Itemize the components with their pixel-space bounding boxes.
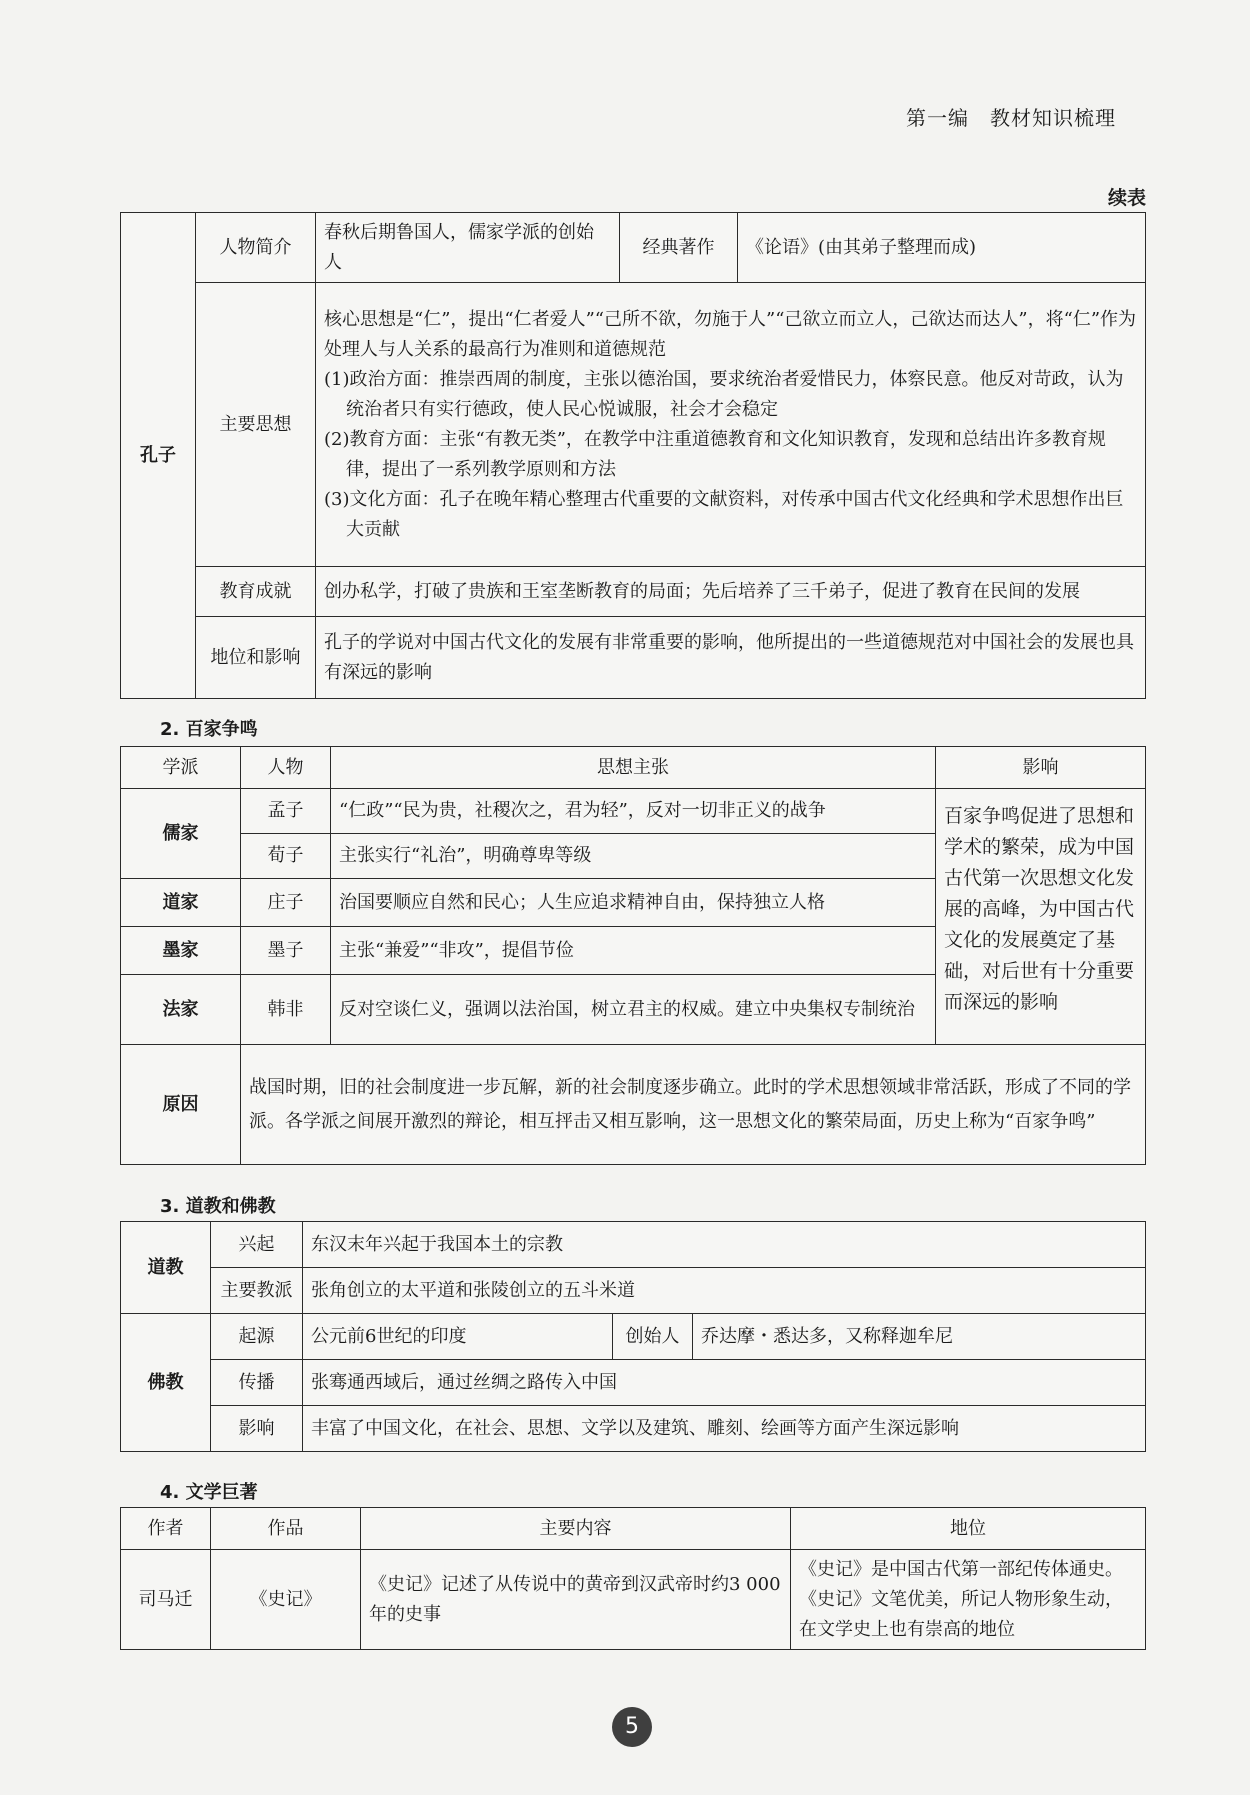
buddhism-cell: 佛教 (121, 1314, 211, 1452)
header-status: 地位 (791, 1508, 1146, 1550)
page-number: 5 (612, 1707, 652, 1747)
person-mencius: 孟子 (241, 789, 331, 834)
idea-mencius: “仁政”“民为贵，社稷次之，君为轻”，反对一切非正义的战争 (331, 789, 936, 834)
tao-sects: 张角创立的太平道和张陵创立的五斗米道 (303, 1268, 1146, 1314)
bud-impact-label: 影响 (211, 1406, 303, 1452)
status-label: 地位和影响 (196, 617, 316, 699)
reason-text: 战国时期，旧的社会制度进一步瓦解，新的社会制度逐步确立。此时的学术思想领域非常活跃，形成了不同的学派。各学派之间展开激烈的辩论，相互抨击又相互影响，这一思想文化的繁荣局面，历史上称为“百家争鸣” (241, 1045, 1146, 1165)
school-mohist: 墨家 (121, 927, 241, 975)
school-legalist: 法家 (121, 975, 241, 1045)
tao-sects-label: 主要教派 (211, 1268, 303, 1314)
header-influence: 影响 (936, 747, 1146, 789)
tao-rise-label: 兴起 (211, 1222, 303, 1268)
reason-label: 原因 (121, 1045, 241, 1165)
person-zhuangzi: 庄子 (241, 879, 331, 927)
section-title-hundred-schools: 2. 百家争鸣 (160, 719, 258, 740)
page-header: 第一编 教材知识梳理 (906, 106, 1116, 130)
taoism-cell: 道教 (121, 1222, 211, 1314)
thought-education: (2)教育方面：主张“有教无类”，在教学中注重道德教育和文化知识教育，发现和总结出许多教育规律，提出了一系列教学原则和方法 (324, 428, 1106, 480)
bud-spread-label: 传播 (211, 1360, 303, 1406)
thought-core: 核心思想是“仁”，提出“仁者爱人”“己所不欲，勿施于人”“己欲立而立人，己欲达而达人”，将“仁”作为处理人与人关系的最高行为准则和道德规范 (324, 308, 1137, 360)
bud-founder-label: 创始人 (613, 1314, 693, 1360)
idea-hanfei: 反对空谈仁义，强调以法治国，树立君主的权威。建立中央集权专制统治 (331, 975, 936, 1045)
idea-zhuangzi: 治国要顺应自然和民心；人生应追求精神自由，保持独立人格 (331, 879, 936, 927)
status-text: 孔子的学说对中国古代文化的发展有非常重要的影响，他所提出的一些道德规范对中国社会的发展也具有深远的影响 (316, 617, 1146, 699)
bud-origin: 公元前6世纪的印度 (303, 1314, 613, 1360)
header-school: 学派 (121, 747, 241, 789)
section-title-literature: 4. 文学巨著 (160, 1482, 258, 1503)
edu-label: 教育成就 (196, 567, 316, 617)
idea-mozi: 主张“兼爱”“非攻”，提倡节俭 (331, 927, 936, 975)
profile-label: 人物简介 (196, 213, 316, 283)
works-label: 经典著作 (620, 213, 738, 283)
person-hanfei: 韩非 (241, 975, 331, 1045)
person-mozi: 墨子 (241, 927, 331, 975)
religions-table (120, 1221, 1146, 1452)
influence-cell: 百家争鸣促进了思想和学术的繁荣，成为中国古代第一次思想文化发展的高峰，为中国古代文化的发展奠定了基础，对后世有十分重要而深远的影响 (936, 789, 1146, 1045)
hundred-schools-table (120, 746, 1146, 1165)
bud-impact: 丰富了中国文化，在社会、思想、文学以及建筑、雕刻、绘画等方面产生深远影响 (303, 1406, 1146, 1452)
author-cell: 司马迁 (121, 1550, 211, 1650)
bud-spread: 张骞通西域后，通过丝绸之路传入中国 (303, 1360, 1146, 1406)
header-idea: 思想主张 (331, 747, 936, 789)
continued-label: 续表 (1107, 187, 1146, 209)
header-content: 主要内容 (361, 1508, 791, 1550)
status-cell (791, 1550, 1146, 1650)
status-line-1: 《史记》是中国古代第一部纪传体通史。 (799, 1558, 1123, 1580)
work-cell: 《史记》 (211, 1550, 361, 1650)
thought-politics: (1)政治方面：推崇西周的制度，主张以德治国，要求统治者爱惜民力，体察民意。他反对苛政，认为统治者只有实行德政，使人民心悦诚服，社会才会稳定 (324, 368, 1124, 420)
profile-text: 春秋后期鲁国人，儒家学派的创始人 (316, 213, 620, 283)
content-cell: 《史记》记述了从传说中的黄帝到汉武帝时约3 000年的史事 (361, 1550, 791, 1650)
confucius-table (120, 212, 1146, 699)
works-text: 《论语》(由其弟子整理而成) (738, 213, 1146, 283)
thought-label: 主要思想 (196, 283, 316, 567)
thought-culture: (3)文化方面：孔子在晚年精心整理古代重要的文献资料，对传承中国古代文化经典和学术思想作出巨大贡献 (324, 488, 1124, 540)
header-work: 作品 (211, 1508, 361, 1550)
tao-rise: 东汉末年兴起于我国本土的宗教 (303, 1222, 1146, 1268)
edu-text: 创办私学，打破了贵族和王室垄断教育的局面；先后培养了三千弟子，促进了教育在民间的发展 (316, 567, 1146, 617)
subject-cell: 孔子 (121, 213, 196, 699)
school-confucian: 儒家 (121, 789, 241, 879)
person-xunzi: 荀子 (241, 834, 331, 879)
idea-xunzi: 主张实行“礼治”，明确尊卑等级 (331, 834, 936, 879)
school-taoist: 道家 (121, 879, 241, 927)
bud-origin-label: 起源 (211, 1314, 303, 1360)
bud-founder: 乔达摩・悉达多，又称释迦牟尼 (693, 1314, 1146, 1360)
header-person: 人物 (241, 747, 331, 789)
section-title-religions: 3. 道教和佛教 (160, 1196, 276, 1217)
literature-table (120, 1507, 1146, 1650)
thought-cell (316, 283, 1146, 567)
status-line-2: 《史记》文笔优美，所记人物形象生动，在文学史上也有崇高的地位 (799, 1588, 1123, 1640)
header-author: 作者 (121, 1508, 211, 1550)
